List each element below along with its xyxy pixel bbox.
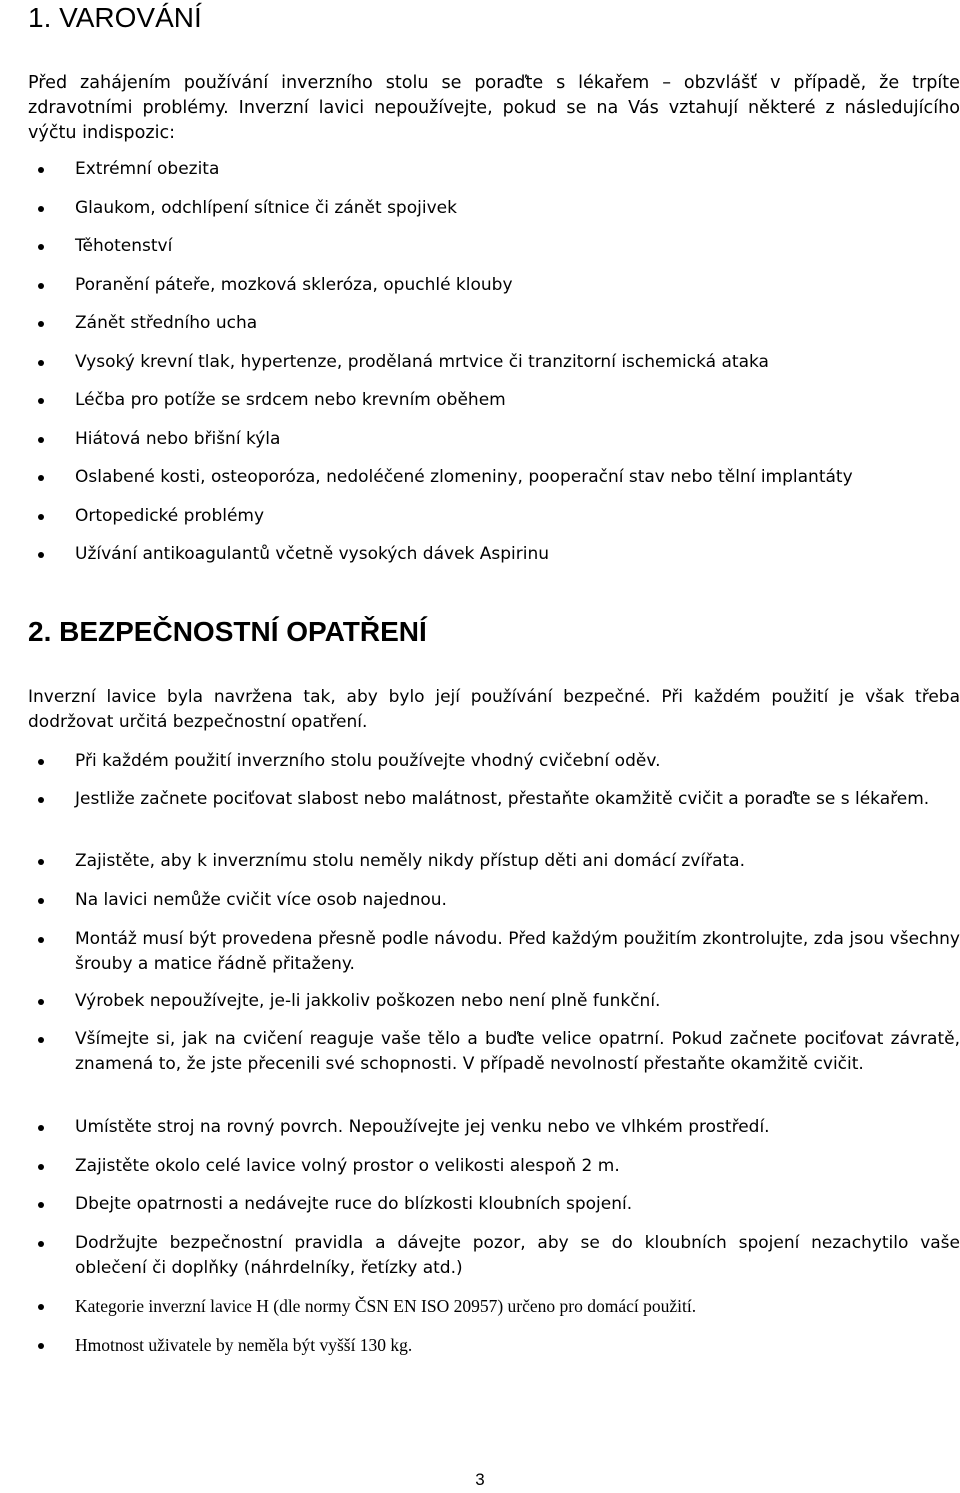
bullet-icon — [38, 1304, 44, 1310]
bullet-icon — [38, 552, 44, 558]
bullet-icon — [38, 475, 44, 481]
bullet-icon — [38, 514, 44, 520]
section-2-intro: Inverzní lavice byla navržena tak, aby bylo její používání bezpečné. Při každém použití je však třeba dodržovat určitá bezpečnostní opatření. — [28, 687, 960, 732]
bullet-icon — [38, 999, 44, 1005]
bullet-icon — [38, 1343, 44, 1349]
bullet-icon — [38, 1164, 44, 1170]
bullet-icon — [38, 859, 44, 865]
section-1-intro: Před zahájením používání inverzního stolu se poraďte s lékařem – obzvlášť v případě, že trpíte zdravotními problémy. Inverzní lavici nepoužívejte, pokud se na Vás vztahují některé z následujícího výčtu indispozic: — [28, 73, 960, 143]
bullet-icon — [38, 321, 44, 327]
bullet-icon — [38, 398, 44, 404]
bullet-icon — [38, 360, 44, 366]
bullet-icon — [38, 1241, 44, 1247]
bullet-icon — [38, 1037, 44, 1043]
page-number: 3 — [475, 1470, 485, 1489]
bullet-icon — [38, 283, 44, 289]
bullet-icon — [38, 437, 44, 443]
bullet-icon — [38, 898, 44, 904]
bullet-icon — [38, 206, 44, 212]
bullet-icon — [38, 1125, 44, 1131]
bullet-icon — [38, 937, 44, 943]
document-page: 1. VAROVÁNÍ Před zahájením používání inverzního stolu se poraďte s lékařem – obzvlášť v případě, že trpíte zdravotními problémy. Inverzní lavici nepoužívejte, pokud se na Vás vztahují některé z následujícího výčtu indispozic: Extrémní obezita Glaukom, odchlípení sítnice či zánět spojivek Těhotenství Poranění páteře, mozková skleróza, opuchlé klouby Zánět středního ucha Vysoký krevní tlak, hypertenze, prodělaná mrtvice či tranzitorní ischemická ataka Léčba pro potíže se srdcem nebo krevním oběhem Hiátová nebo břišní kýla Oslabené kosti, osteoporóza, nedoléčené zlomeniny, pooperační stav nebo tělní implantáty Ortopedické problémy Užívání antikoagulantů včetně vysokých dávek Aspirinu 2. BEZPEČNOSTNÍ OPATŘENÍ Inverzní lavice byla navržena tak, aby bylo její používání bezpečné. Při každém použití je však třeba dodržovat určitá bezpečnostní opatření. Při každém použití inverzního stolu používejte vhodný cvičební oděv. Jestliže začnete pociťovat slabost nebo malátnost, přestaňte okamžitě cvičit a poraďte se s lékařem. Zajistěte, aby k inverznímu stolu neměly nikdy přístup děti ani domácí zvířata. Na lavici nemůže cvičit více osob najednou. Montáž musí být provedena přesně podle návodu. Před každým použitím zkontrolujte, zda jsou všechny šrouby a matice řádně přitaženy. Výrobek nepoužívejte, je-li jakkoliv poškozen nebo není plně funkční. Všímejte si, jak na cvičení reaguje vaše tělo a buďte velice opatrní. Pokud začnete pociťovat závratě, znamená to, že jste přecenili své schopnosti. V případě nevolností přestaňte okamžitě cvičit. Umístěte stroj na rovný povrch. Nepoužívejte jej venku nebo ve vlhkém prostředí. Zajistěte okolo celé lavice volný prostor o velikosti alespoň 2 m. Dbejte opatrnosti a nedávejte ruce do blízkosti kloubních spojení. Dodržujte bezpečnostní pravidla a dávejte pozor, aby se do kloubních spojení nezachytilo vaše oblečení či doplňky (náhrdelníky, řetízky atd.) Kategorie inverzní lavice H (dle normy ČSN EN ISO 20957) určeno pro domácí použití. Hmotnost uživatele by neměla být vyšší 130 kg. 3 — [0, 0, 960, 1493]
bullet-icon — [38, 759, 44, 765]
section-1-heading: 1. VAROVÁNÍ — [28, 2, 202, 33]
section-2-heading: 2. BEZPEČNOSTNÍ OPATŘENÍ — [28, 616, 427, 647]
bullet-icon — [38, 1202, 44, 1208]
bullet-icon — [38, 797, 44, 803]
bullet-icon — [38, 167, 44, 173]
bullet-icon — [38, 244, 44, 250]
